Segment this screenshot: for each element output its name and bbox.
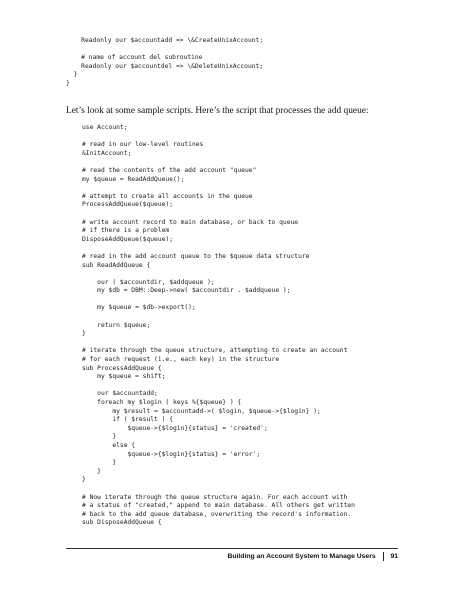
code-listing-continued: Readonly our $accountadd => \&CreateUnixAccount; # name of account del subroutine Readonly our $accountdel => \&DeleteUnixAccount; } }: [66, 37, 264, 87]
page-footer: [227, 552, 398, 561]
code-listing-add-queue: use Account; # read in our low-level routines &InitAccount; # read the contents of the add account "queue" my $queue = ReadAddQueue(); # attempt to create all accounts in the queue ProcessAddQueue($queue); # write account record to main database, or back to queue # if there is a problem DisposeAddQueue($queue); # read in the add account queue to the $queue data structure sub ReadAddQueue { our ( $accountdir, $addqueue ); my $db = DBM::Deep->new( $accountdir . $addqueue ); my $queue = $db->export(); return $queue; } # iterate through the queue structure, attempting to create an account # for each request (i.e., each key) in the structure sub ProcessAddQueue { my $queue = shift; our $accountadd; foreach my $login ( keys %{$queue} ) { my $result = $accountadd->( $login, $queue->{$login} ); if ( $result ) { $queue->{$login}{status} = 'created'; } else { $queue->{$login}{status} = 'error'; } } } # Now iterate through the queue structure again. For each account with # a status of "created," append to main database. All others get written # back to the add queue database, overwriting the record's information. sub DisposeAddQueue {: [82, 124, 355, 527]
footer-rule: [66, 548, 398, 549]
page-number: 91: [390, 553, 398, 560]
running-footer-title: Building an Account System to Manage Users: [227, 553, 376, 560]
body-paragraph: Let’s look at some sample scripts. Here’s the script that processes the add queue:: [66, 106, 369, 116]
footer-separator: [383, 552, 384, 561]
